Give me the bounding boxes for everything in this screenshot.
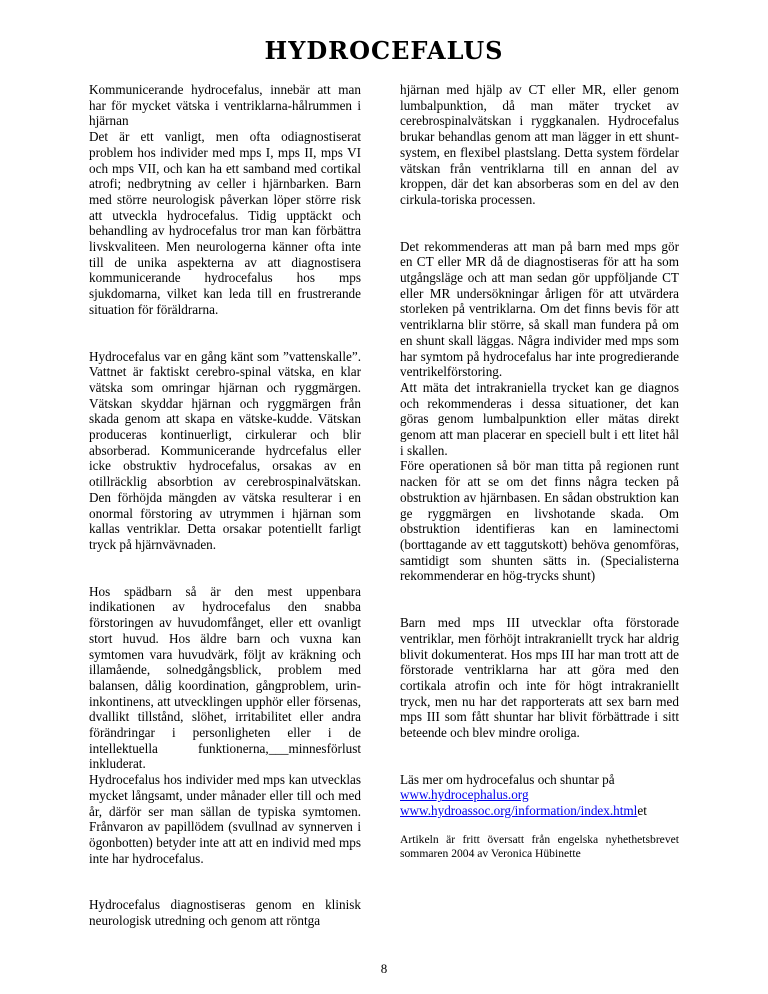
hydroassoc-link[interactable]: www.hydroassoc.org/information/index.html: [400, 803, 638, 819]
paragraph: Hydrocefalus hos individer med mps kan utvecklas mycket långsamt, under månader eller till och med år, därför ser man sällan de typiska symtomen. Frånvaron av papillödem (svullnad av synnerven i ögonbotten) betyder inte att att en individ med mps inte har hydrocefalus.: [89, 772, 361, 866]
paragraph: Det rekommenderas att man på barn med mps gör en CT eller MR då de diagnostiseras för att ha som utgångsläge och att man sedan gör uppföljande CT eller MR undersökningar årligen för att utvärdera storleken på ventriklarna. Om det finns bevis för att ventriklarna blir större, så skall man fundera på om en shunt skall läggas. Några individer med mps som har symtom på hydrocefalus har inte progredierande ventrikelförstoring.: [400, 238, 679, 380]
paragraph: Att mäta det intrakraniella trycket kan ge diagnos och rekommenderas i dessa situationer, det kan göras genom lumbalpunktion eller mätas direkt genom att man placerar en speciell bult i ett litet hål i skallen.: [400, 379, 679, 458]
paragraph: Läs mer om hydrocefalus och shuntar på: [400, 771, 615, 787]
page-number: 8: [380, 961, 388, 976]
link-row: [400, 803, 679, 819]
paragraph: Hos spädbarn så är den mest uppenbara indikationen av hydrocefalus den snabba förstoringen av huvudomfånget, eller ett ovanligt stort huvud. Hos äldre barn och vuxna kan symtomen vara huvudvärk, följt av kräkning och illamående, solnedgångsblick, problem med balansen, dålig koordination, gångproblem, urin-inkontinens, att utvecklingen upphör eller försenas, dvallikt tillstånd, slöhet, irritabilitet eller andra förändringar i personligheten eller i de intellektuella funktionerna,___minnesförlust inkluderat.: [89, 583, 361, 772]
link-suffix: et: [637, 803, 647, 819]
paragraph: Hydrocefalus var en gång känt som ”vattenskalle”. Vattnet är faktiskt cerebro-spinal vätska, en klar vätska som omringar hjärnan och ryggmärgen. Vätskan skyddar hjärnan och ryggmärgen från skada genom att skapa en vätske-kudde. Vätskan produceras kontinuerligt, cirkulerar och blir absorberad. Kommunicerande hydrcefalus eller icke obstruktiv hydrocefalus, orsakas av en otillräcklig absorbtion av cerebrospinalvätskan. Den förhöjda mängden av vätska resulterar i en onormal förstoring av utrymmen i hjärnan som kallas ventriklar. Detta orsakar potentiellt farligt tryck på hjärnvävnaden.: [89, 348, 361, 552]
paragraph: Hydrocefalus diagnostiseras genom en klinisk neurologisk utredning och genom att röntga: [89, 897, 361, 929]
paragraph: Barn med mps III utvecklar ofta förstorade ventriklar, men förhöjt intrakraniellt tryck har aldrig blivit dokumenterat. Hos mps III har man trott att de förstorade ventriklarna har att göra med den cortikala atrofin och inte för högt intrakraniellt tryck, men nu har det rapporterats att sex barn med mps III som fått shuntar har blivit förbättrade i sitt beteende och blev mindre oroliga.: [400, 615, 679, 741]
paragraph: Det är ett vanligt, men ofta odiagnostiserat problem hos individer med mps I, mps II, mps VI och mps VII, och kan ha ett samband med cortikal atrofi; nedbrytning av celler i hjärnbarken. Barn med större neurologisk påverkan löper större risk att utveckla hydrocefalus. Tidig upptäckt och behandling av hydrocefalus tror man kan förbättra livskvaliteen. Men neurologerna känner ofta inte till de unika aspekterna av att diagnostisera kommunicerande hydrocefalus hos mps sjukdomarna, vilket kan leda till en frustrerande situation för föräldrarna.: [89, 129, 361, 317]
paragraph: Före operationen så bör man titta på regionen runt nacken för att se om det finns några tecken på obstruktion av hjärnbasen. En sådan obstruktion kan ge ryggmärgen en livshotande skada. Om obstruktion identifieras kan en laminectomi (borttagande av ett taggutskott) behöva genomföras, samtidigt som shunten sätts in. (Specialisterna rekommenderar en hög-trycks shunt): [400, 458, 679, 584]
hydrocephalus-link[interactable]: www.hydrocephalus.org: [400, 787, 529, 803]
left-column: [89, 82, 361, 929]
right-column: [400, 82, 679, 861]
paragraph: Kommunicerande hydrocefalus, innebär att man har för mycket vätska i ventriklarna-hålrummen i hjärnan: [89, 82, 361, 129]
page-title: HYDROCEFALUS: [264, 36, 504, 65]
paragraph: hjärnan med hjälp av CT eller MR, eller genom lumbalpunktion, då man mäter trycket av cerebrospinalvätskan i ryggkanalen. Hydrocefalus brukar behandlas genom att man lägger in ett shunt-system, en flexibel plastslang. Detta system fördelar vätskan från ventriklarna till en annan del av kroppen, där det kan absorberas som en del av den cirkula-toriska processen.: [400, 82, 679, 207]
credit-note: Artikeln är fritt översatt från engelska nyhethetsbrevet sommaren 2004 av Veronica Hübinette: [400, 832, 679, 860]
